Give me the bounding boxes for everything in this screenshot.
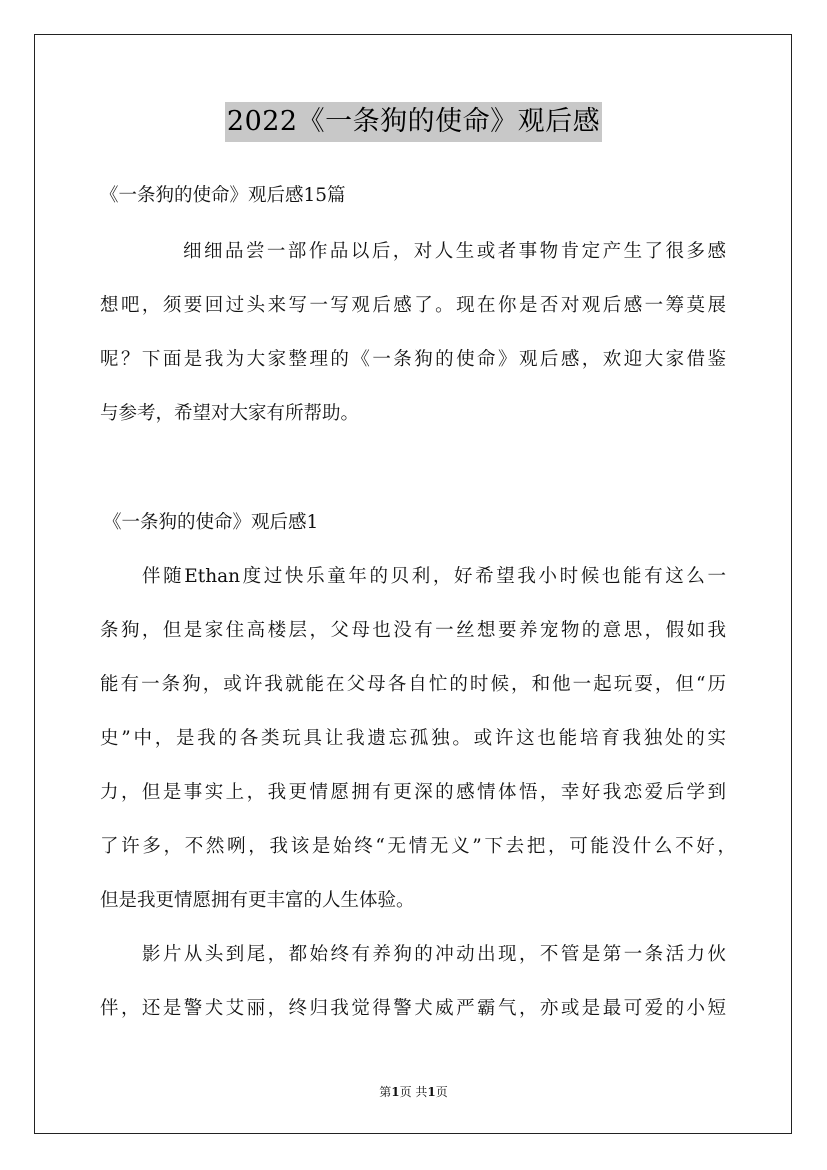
intro-line: 细细品尝一部作品以后，对人生或者事物肯定产生了很多感 [183,241,726,262]
paragraph-line: 史”中，是我的各类玩具让我遗忘孤独。或许这也能培育我独处的实 [100,728,726,749]
paragraph-line: 但是我更情愿拥有更丰富的人生体验。 [100,890,415,911]
paragraph-line: 条狗，但是家住高楼层，父母也没有一丝想要养宠物的意思，假如我 [100,620,726,641]
paragraph-line: 能有一条狗，或许我就能在父母各自忙的时候，和他一起玩耍，但“历 [100,674,726,695]
document-subtitle: 《一条狗的使命》观后感15篇 [100,185,346,206]
paragraph-line: 伴，还是警犬艾丽，终归我觉得警犬威严霸气，亦或是最可爱的小短 [100,998,726,1019]
intro-line: 想吧，须要回过头来写一写观后感了。现在你是否对观后感一筹莫展 [100,295,726,316]
title-container [0,102,827,142]
paragraph-line: 影片从头到尾，都始终有养狗的冲动出现，不管是第一条活力伙 [142,944,726,965]
document-title: 2022《一条狗的使命》观后感 [225,102,602,142]
footer-suffix: 页 [435,1085,448,1099]
paragraph-line: 了许多，不然咧，我该是始终“无情无义”下去把，可能没什么不好， [100,836,736,857]
footer-middle: 页 共 [399,1085,428,1099]
paragraph-line: 伴随Ethan度过快乐童年的贝利，好希望我小时候也能有这么一 [142,566,726,587]
page-footer [0,1083,827,1100]
intro-line: 呢？下面是我为大家整理的《一条狗的使命》观后感，欢迎大家借鉴 [100,349,726,370]
footer-total-pages: 1 [427,1085,436,1099]
paragraph-line: 力，但是事实上，我更情愿拥有更深的感情体悟，幸好我恋爱后学到 [100,782,726,803]
footer-page-number: 1 [391,1085,400,1099]
intro-line: 与参考，希望对大家有所帮助。 [100,403,360,424]
footer-prefix: 第 [379,1085,392,1099]
section-heading: 《一条狗的使命》观后感1 [103,512,319,533]
